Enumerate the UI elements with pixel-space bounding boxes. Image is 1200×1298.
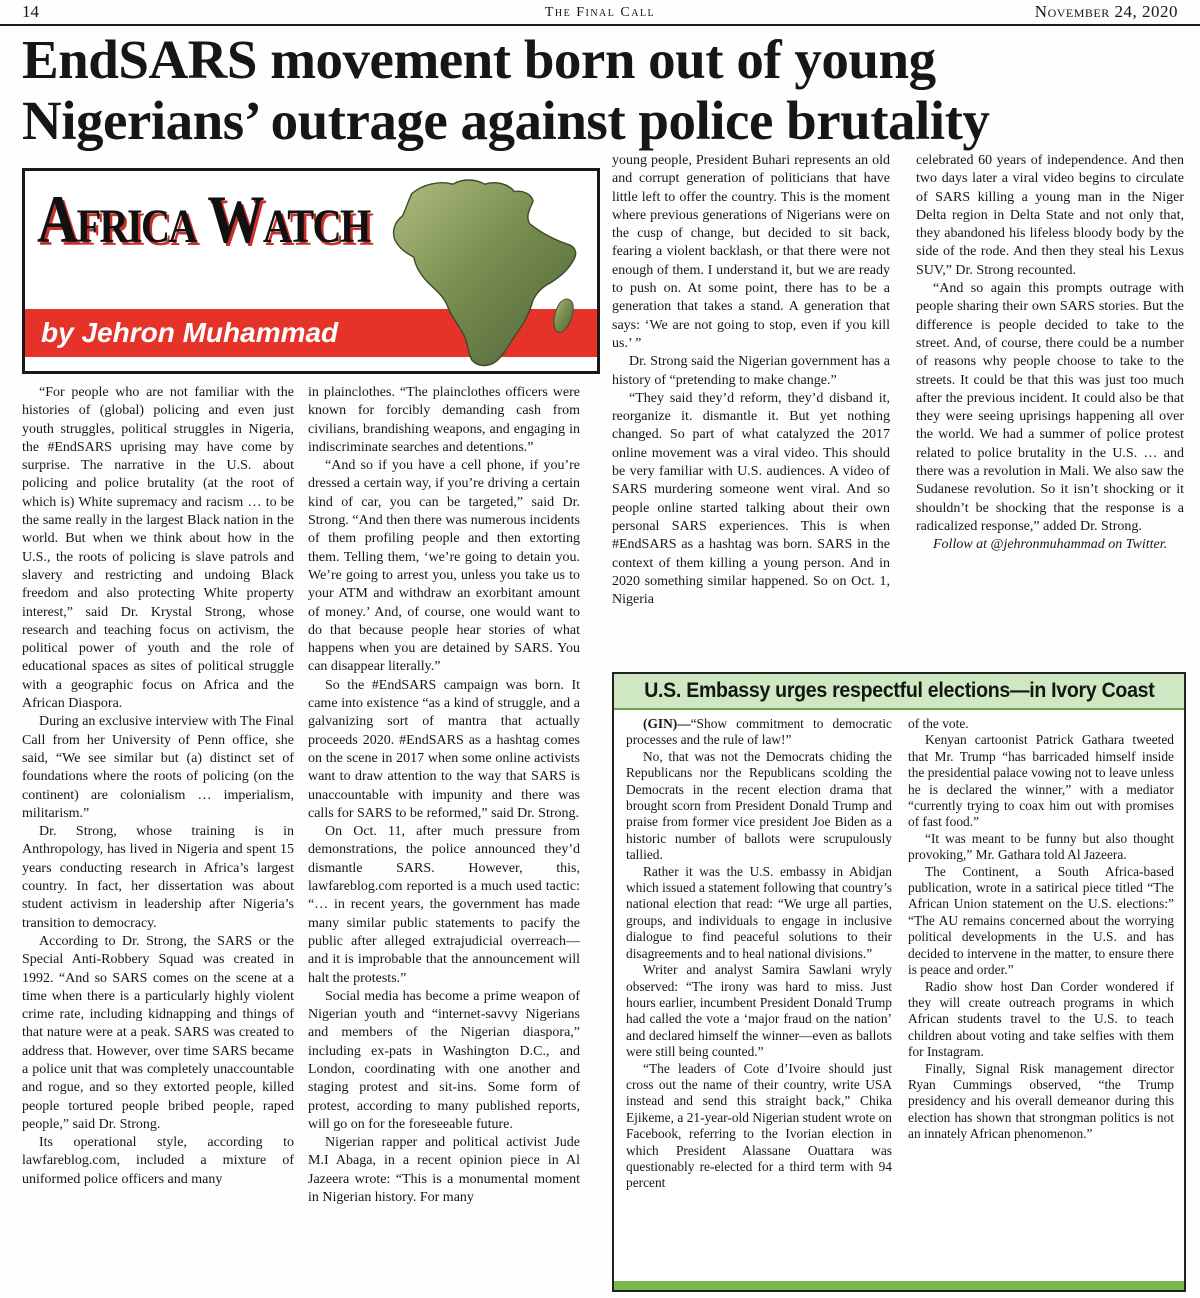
gin-credit-label: (GIN)— [643, 716, 691, 731]
green-footer-bar [614, 1281, 1184, 1290]
article-paragraph: Social media has become a prime weapon of Nigerian youth and “internet-savvy Nigerians and members of the Nigerian diaspora,” including ex-pats in Washington D.C., and London, coordinating with one another and staging protest and sit-ins. Some form of protest, according to many published reports, will go on for the foreseeable future. [308, 988, 580, 1132]
article-paragraph: Kenyan cartoonist Patrick Gathara tweeted that Mr. Trump “has barricaded himself inside the presidential palace vowing not to leave unless he is declared the winner,” with a mediator “currently trying to coax him out with promises of fast food.” [908, 732, 1174, 830]
embassy-article-box [612, 672, 1186, 1292]
article-paragraph: Writer and analyst Samira Sawlani wryly observed: “The irony was hard to miss. Just hours earlier, incumbent President Donald Trump had called the vote a ‘major fraud on the nation’ and declared himself the winner—even as ballots were still being counted.” [626, 962, 892, 1060]
africa-watch-title: Africa Watch [37, 181, 370, 257]
article-column-2 [308, 384, 580, 1207]
article-paragraph: According to Dr. Strong, the SARS or the Special Anti-Robbery Squad was created in 1992. “And so SARS comes on the scene at a time when there is a particularly highly violent crime rate, including kidnapping and things of that nature were at a peak. SARS was created to address that. However, over time SARS became a police unit that was completely unaccountable and rogue, and so they extorted people, killed people tortured people bribed people, raped people,” said Dr. Strong. [22, 933, 294, 1132]
article-paragraph: So the #EndSARS campaign was born. It came into existence “as a kind of struggle, and a galvanizing sort of mantra that actually proceeds 2020. #EndSARS as a hashtag comes on the scene in 2017 when some online activists want to draw attention to the way that SARS is unaccountable with impunity and there was calls for SARS to be reformed,” said Dr. Strong. [308, 677, 580, 821]
article-paragraph: “And so if you have a cell phone, if you’re dressed a certain way, if you’re driving a certain kind of car, you can be targeted,” said Dr. Strong. “And then there was numerous incidents of them profiling people and then extorting them. Telling them, ‘we’re going to detain you. We’re going to arrest you, unless you take us to your ATM and withdraw an exorbitant amount of money.’ And, of course, one would want to do that because people hear stories of what happens when you are detained by SARS. You can disappear literally.” [308, 458, 580, 675]
article-paragraph: Finally, Signal Risk management director Ryan Cummings observed, “the Trump presidency and his overall demeanor during this election has shown that strongman politics is not an innately African phenomenon.” [908, 1060, 1174, 1142]
article-paragraph: Radio show host Dan Corder wondered if they will create outreach programs in which African students travel to the U.S. to teach children about voting and take selfies with them for Instagram. [908, 978, 1174, 1060]
article-paragraph: young people, President Buhari represents an old and corrupt generation of politicians that have little left to offer the country. This is the moment where previous generations of Nigerians were on the cusp of change, but decided to sit back, fearing a violent backlash, or that there were not enough of them. I understand it, but we are ready to push on. At some point, there has to be a generation that takes a stand. A generation that says: ‘We are not going to stop, even if you kill us.’ ” [612, 153, 890, 351]
article-paragraph: Dr. Strong, whose training is in Anthropology, has lived in Nigeria and spent 15 years conducting research in Africa’s largest country. In fact, her dissertation was about student activism in leadership after Nigeria’s transition to democracy. [22, 824, 294, 931]
article-paragraph: of the vote. [908, 716, 969, 731]
headline-line-1: EndSARS movement born out of young [22, 29, 936, 90]
article-paragraph: Its operational style, according to lawfareblog.com, included a mixture of uniformed police officers and many [22, 1135, 294, 1187]
embassy-article-title: U.S. Embassy urges respectful elections—in Ivory Coast [643, 679, 1155, 702]
africa-watch-logo-box [22, 168, 600, 374]
article-paragraph [626, 716, 892, 749]
article-column-1 [22, 384, 294, 1189]
article-paragraph: “The leaders of Cote d’Ivoire should just cross out the name of their country, write USA instead and send this straight back,” Chika Ejikeme, a 21-year-old Nigerian student wrote on Facebook, referring to the Ivorian election in which President Alassane Ouattara was questionably re-elected for a third term with 94 percent [626, 1060, 892, 1191]
article-paragraph: “And so again this prompts outrage with people sharing their own SARS stories. But the difference is people decided to take to the street. And, of course, there could be a number of reasons why people choose to take to the streets. It could be that this was just too much after the previous incident. It could also be that they were seeing uprisings happening all over the world. We had a summer of police protest related to police brutality in the U.S. … and there was a revolution in Mali. We also saw the Sudanese revolution. So it isn’t shocking or it shouldn’t be shocking that the response is a radicalized response,” added Dr. Strong. [916, 281, 1184, 534]
lead-quote: “Show commitment to democratic processes and the rule of law!” [626, 716, 892, 748]
article-paragraph: “It was meant to be funny but also thought provoking,” Mr. Gathara told Al Jazeera. [908, 830, 1174, 863]
masthead-rule [0, 24, 1200, 26]
article-column-4 [916, 152, 1184, 555]
article-headline [22, 30, 1182, 151]
article-column-3 [612, 152, 890, 609]
africa-watch-byline: by Jehron Muhammad [41, 317, 339, 348]
embassy-column-right [908, 716, 1174, 1143]
headline-line-2: Nigerians’ outrage against police brutality [22, 89, 990, 151]
article-paragraph: in plainclothes. “The plainclothes officers were known for forcibly demanding cash from civilians, brandishing weapons, and engaging in indiscriminate searches and detentions.” [308, 385, 580, 455]
embassy-article-body [614, 710, 1184, 1250]
follow-note: Follow at @jehronmuhammad on Twitter. [933, 537, 1168, 553]
article-paragraph: No, that was not the Democrats chiding the Republicans nor the Republicans scolding the Democrats in the recent election drama that brought scorn from President Donald Trump and praise from former vice president Joe Biden as a historic number of ballots were scrupulously tallied. [626, 748, 892, 863]
article-paragraph: “They said they’d reform, they’d disband it, reorganize it. dismantle it. But yet nothing changed. So part of what catalyzed the 2017 online movement was a viral video. This should be very familiar with U.S. audiences. A video of SARS murdering someone went viral. And so people online started talking about their own personal SARS experiences. This is when #EndSARS as a hashtag was born. SARS in the context of them killing a young person. And in 2020 something similar happened. So on Oct. 1, Nigeria [612, 390, 890, 608]
article-paragraph: Rather it was the U.S. embassy in Abidjan which issued a statement following that country’s national election that read: “We urge all parties, groups, and individuals to engage in inclusive dialogue to find peaceful solutions to their disagreements and to heal national divisions.” [626, 863, 892, 961]
article-paragraph: “For people who are not familiar with the histories of (global) policing and even just youth struggles, political struggles in Nigeria, the #EndSARS uprising may have come by surprise. The narrative in the U.S. about policing and police brutality (at the root of which is) White supremacy and racism … to be the same really in the largest Black nation in the world. But when we think about how in the U.S., the roots of policing is slave patrols and slavery and restricting and undoing Black freedom and also protecting White property interest,” said Dr. Krystal Strong, whose research and teaching focus on activism, the political power of youth and the role of educational spaces as sites of political struggle with a geographic focus on Africa and the African Diaspora. [22, 385, 294, 712]
africa-map-icon [363, 173, 595, 369]
article-paragraph: celebrated 60 years of independence. And then two days later a viral video begins to circulate of SARS killing a young man in the Niger Delta region in Delta State and not only that, they abandoned his lifeless bloody body by the side of the rode. And then they steal his Lexus SUV,” Dr. Strong recounted. [916, 153, 1184, 278]
embassy-article-header [614, 674, 1184, 710]
article-paragraph: On Oct. 11, after much pressure from demonstrations, the police announced they’d dismantle SARS. However, this, lawfareblog.com reported is a much used tactic: “… in recent years, the government has made many similar public statements to pacify the public after alleged extrajudicial overreach—and it is improbable that the announcement will halt the protests.” [308, 824, 580, 986]
publication-title: The Final Call [544, 5, 656, 20]
article-paragraph: Dr. Strong said the Nigerian government has a history of “pretending to make change.” [612, 354, 890, 388]
masthead [22, 2, 1178, 24]
article-paragraph: The Continent, a South Africa-based publication, wrote in a satirical piece titled “The African Union statement on the U.S. elections:” “The AU remains concerned about the worrying political developments in the U.S. and has decided to intervene in the matter, to ensure there is peace and order.” [908, 863, 1174, 978]
page-number: 14 [22, 2, 39, 21]
embassy-column-left [626, 716, 892, 1192]
article-paragraph: During an exclusive interview with The Final Call from her University of Penn office, she said, “We see similar but (a) distinct set of foundations where the roots of policing (on the continent) are colonialism … imperialism, militarism.” [22, 714, 294, 821]
article-paragraph: Nigerian rapper and political activist Jude M.I Abaga, in a recent opinion piece in Al Jazeera wrote: “This is a monumental moment in Nigerian history. For many [308, 1135, 580, 1206]
issue-date: November 24, 2020 [1034, 2, 1178, 21]
